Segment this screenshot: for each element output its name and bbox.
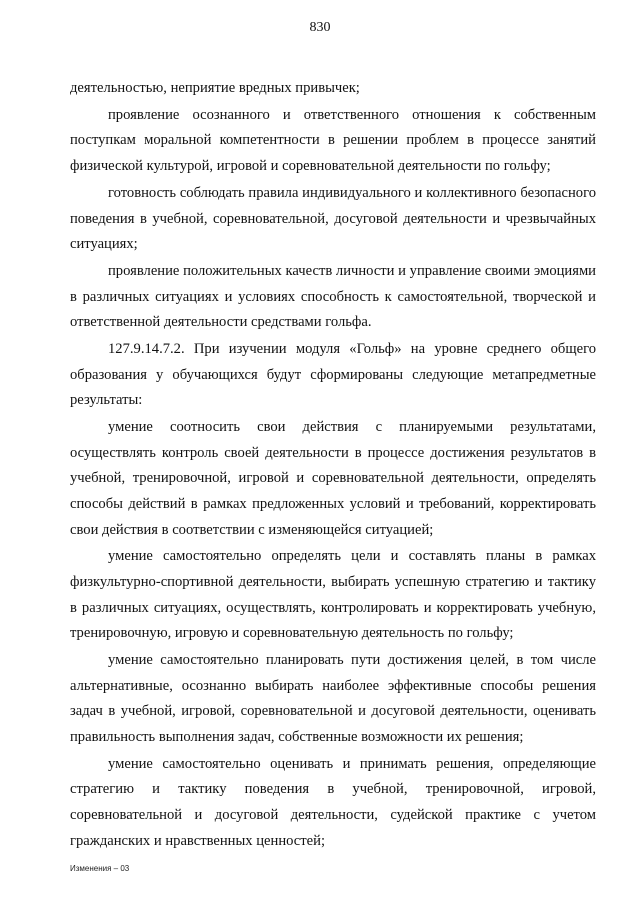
paragraph-2: проявление осознанного и ответственного отношения к собственным поступкам моральной компетентности в решении проблем в процессе занятий физической культурой, игровой и соревновательной деятельности по гольфу; <box>70 106 596 175</box>
paragraph-1: деятельностью, неприятие вредных привычек; <box>70 80 360 96</box>
paragraph-5: 127.9.14.7.2. При изучении модуля «Гольф» на уровне среднего общего образования у обучающихся будут сформированы следующие метапредметные результаты: <box>70 341 596 409</box>
paragraph-4: проявление положительных качеств личности и управление своими эмоциями в различных ситуациях и условиях способность к самостоятельной, творческой и ответственной деятельности средствами гольфа. <box>70 263 596 331</box>
page-number: 830 <box>309 20 331 35</box>
paragraph-8: умение самостоятельно планировать пути достижения целей, в том числе альтернативные, осознанно выбирать наиболее эффективные способы решения задач в учебной, игровой, соревновательной и досуговой деятельности, оценивать правильность выполнения задач, собственные возможности их решения; <box>70 652 596 745</box>
paragraph-6: умение соотносить свои действия с планируемыми результатами, осуществлять контроль своей деятельности в процессе достижения результатов в учебной, тренировочной, игровой и соревновательной деятельности, определять способы действий в рамках предложенных условий и требований, корректировать свои действия в соответствии с изменяющейся ситуацией; <box>70 419 596 538</box>
footer-revision-note: Изменения – 03 <box>70 864 130 873</box>
body-text <box>70 76 596 855</box>
paragraph-7: умение самостоятельно определять цели и составлять планы в рамках физкультурно-спортивной деятельности, выбирать успешную стратегию и тактику в различных ситуациях, осуществлять, контролировать и корректировать учебную, тренировочную, игровую и соревновательную деятельность по гольфу; <box>70 548 596 642</box>
paragraph-3: готовность соблюдать правила индивидуального и коллективного безопасного поведения в учебной, соревновательной, досуговой деятельности и чрезвычайных ситуациях; <box>70 184 596 253</box>
paragraph-9: умение самостоятельно оценивать и принимать решения, определяющие стратегию и тактику поведения в учебной, тренировочной, игровой, соревновательной и досуговой деятельности, судейской практике с учетом гражданских и нравственных ценностей; <box>70 755 596 849</box>
